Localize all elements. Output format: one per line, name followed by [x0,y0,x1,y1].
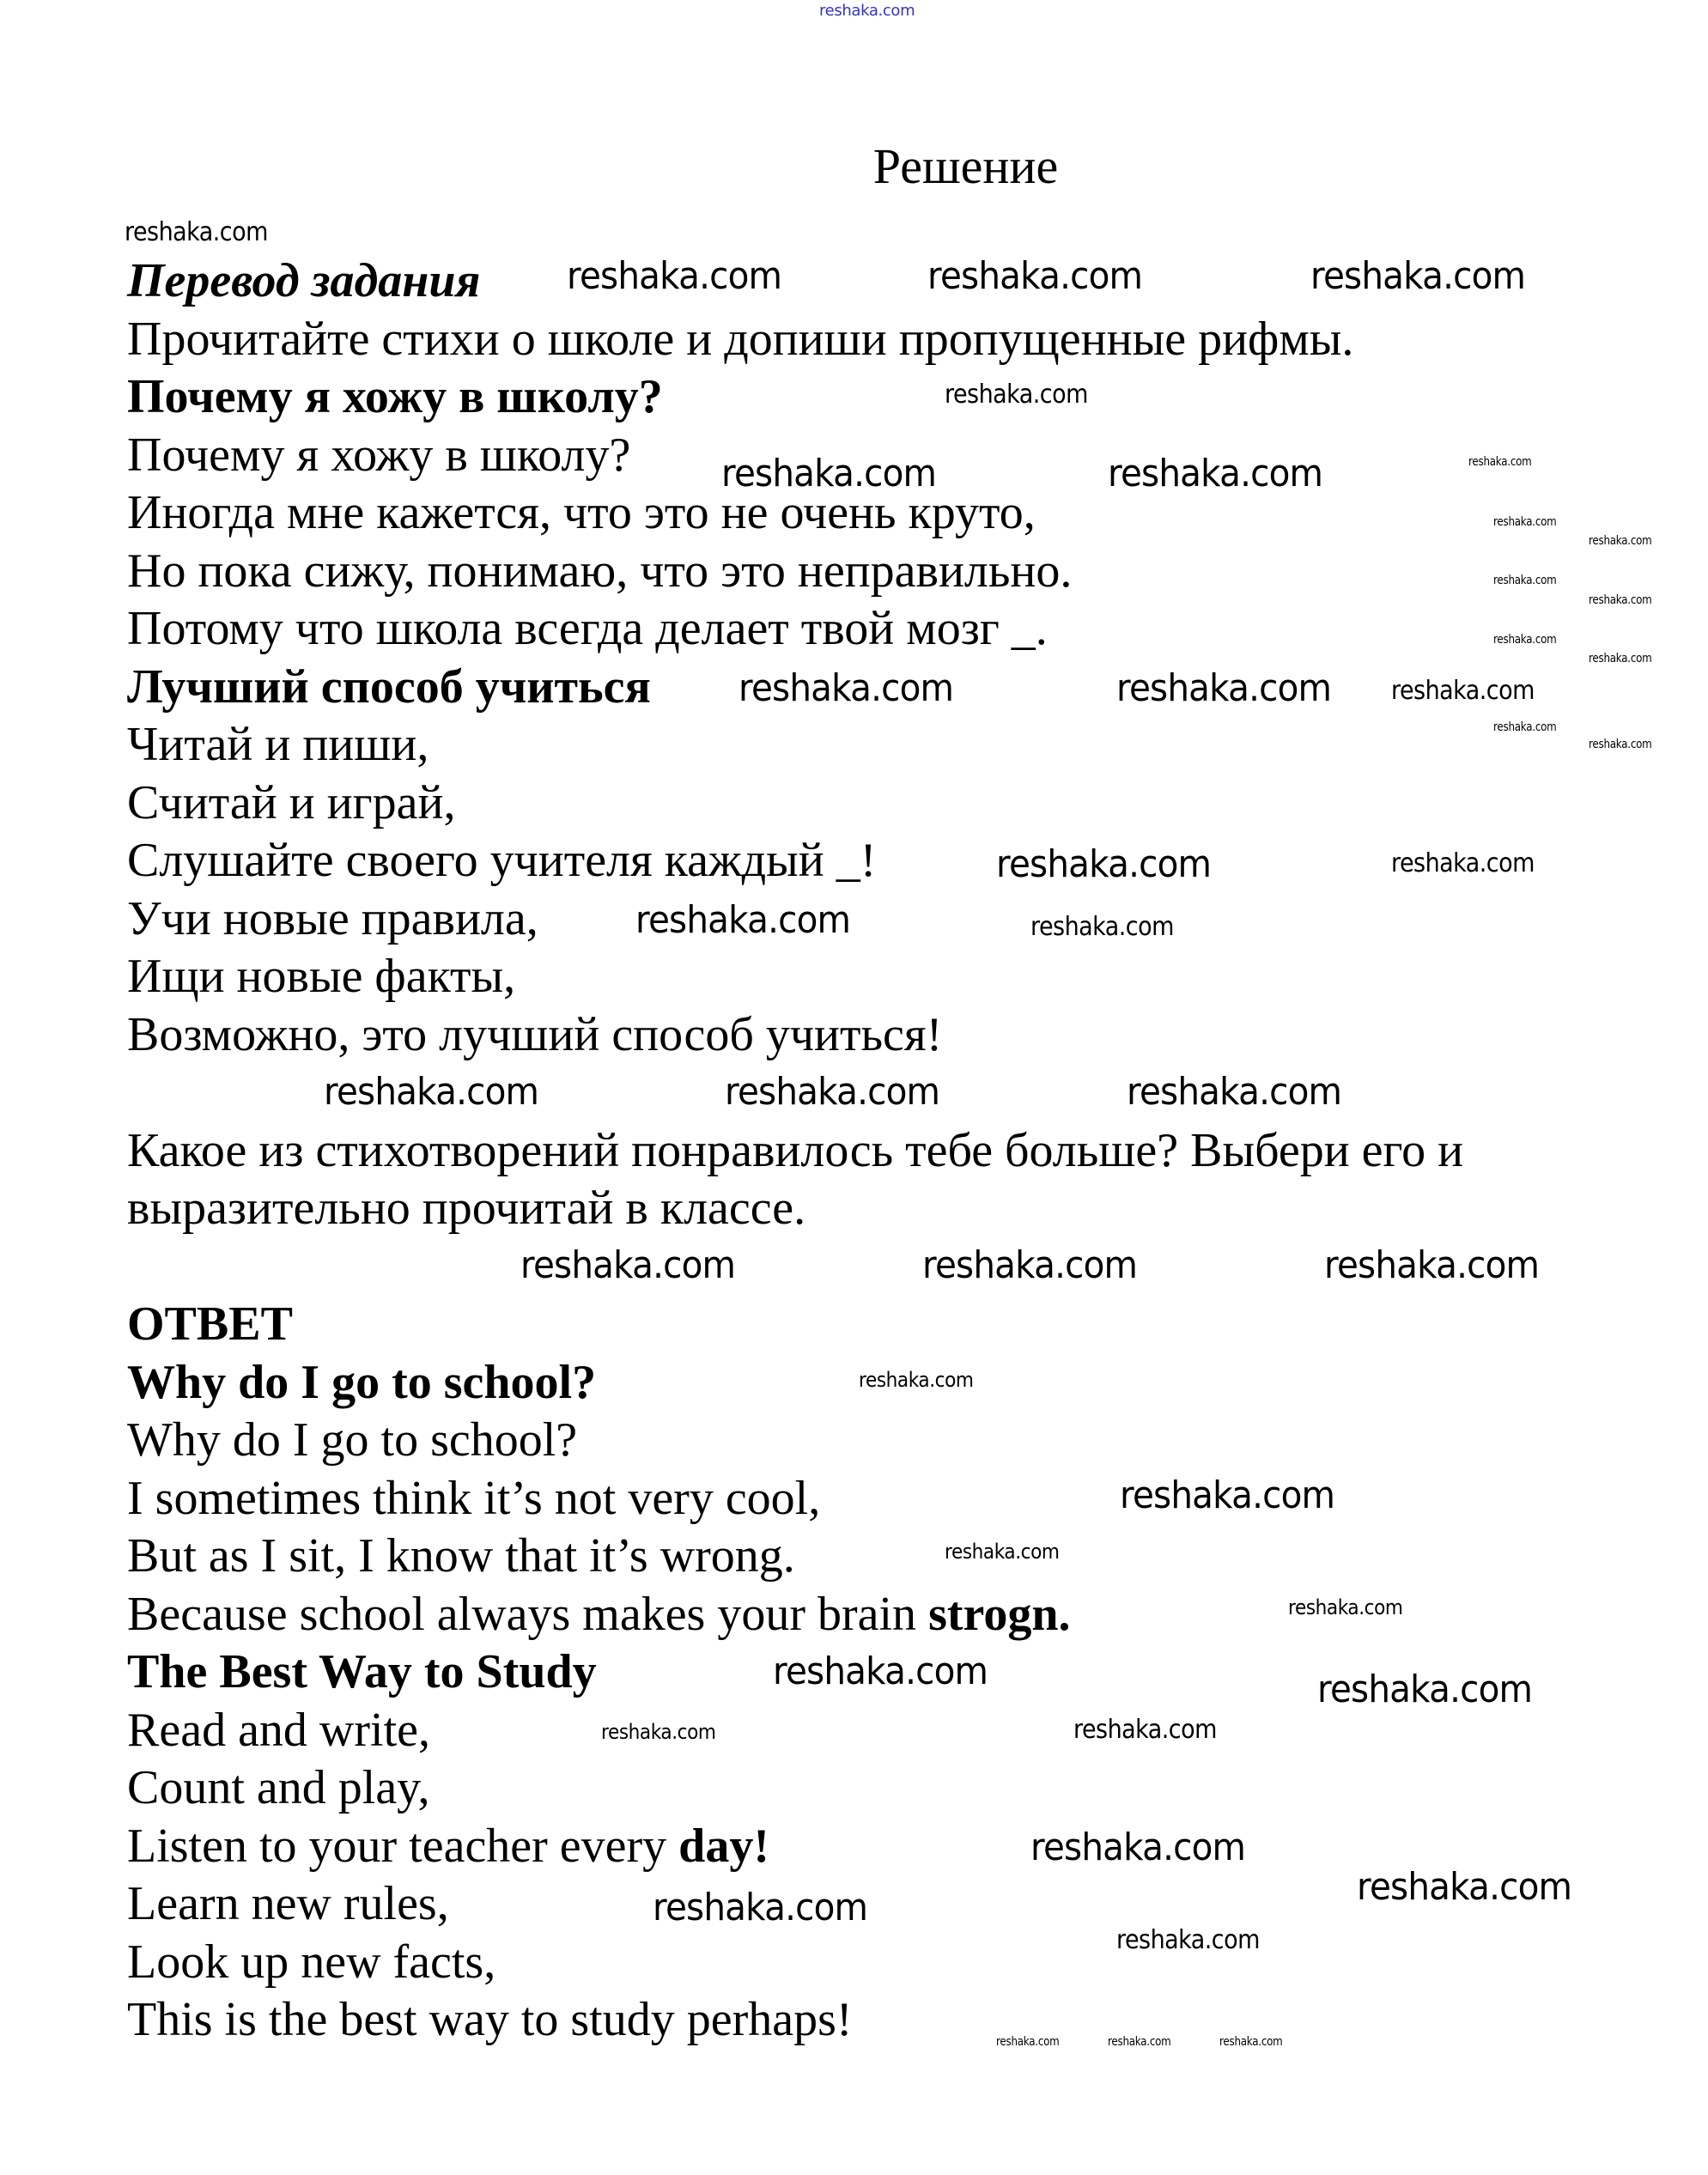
poem-line: But as I sit, I know that it’s wrong. [127,1529,795,1583]
watermark: reshaka.com [125,217,268,247]
watermark: reshaka.com [1116,1925,1260,1955]
watermark: reshaka.com [773,1649,988,1693]
watermark: reshaka.com [1219,2035,1283,2049]
poem-line: Учи новые правила, [127,891,538,945]
watermark: reshaka.com [1589,593,1652,607]
question-line: Какое из стихотворений понравилось тебе больше? Выбери его и [127,1123,1464,1177]
document-body [127,252,1604,2050]
poem-line: Почему я хожу в школу? [127,428,631,482]
answer-word: strogn. [928,1587,1071,1641]
poem-line: Возможно, это лучший способ учиться! [127,1007,943,1061]
watermark: reshaka.com [1120,1473,1335,1517]
poem-line: Ищи новые факты, [127,950,516,1003]
watermark: reshaka.com [1030,1826,1246,1869]
watermark: reshaka.com [1108,452,1323,495]
poem-line: Count and play, [127,1761,430,1814]
poem-line: This is the best way to study perhaps! [127,1993,853,2046]
poem-line: Look up new facts, [127,1935,496,1989]
poem-line: Считай и играй, [127,775,456,829]
watermark: reshaka.com [1493,574,1557,587]
poem1-title-ru: Почему я хожу в школу? [127,370,663,423]
watermark: reshaka.com [1391,848,1535,878]
watermark: reshaka.com [1288,1595,1403,1619]
watermark: reshaka.com [945,1540,1060,1564]
watermark: reshaka.com [1357,1865,1572,1909]
question-line: выразительно прочитай в классе. [127,1182,806,1235]
watermark: reshaka.com [1391,676,1535,706]
watermark: reshaka.com [653,1886,868,1929]
watermark: reshaka.com [927,254,1143,298]
watermark: reshaka.com [1317,1668,1533,1711]
watermark: reshaka.com [567,254,782,298]
task-instruction: Прочитайте стихи о школе и допиши пропущенные рифмы. [127,312,1354,366]
poem-line: Но пока сижу, понимаю, что это неправильно. [127,544,1073,598]
poem-line: Потому что школа всегда делает твой мозг _. [127,602,1048,655]
watermark: reshaka.com [635,898,851,942]
watermark: reshaka.com [520,1243,736,1287]
poem-line: I sometimes think it’s not very cool, [127,1471,821,1525]
watermark: reshaka.com [739,666,954,710]
watermark: reshaka.com [1073,1715,1217,1745]
watermark: reshaka.com [721,452,937,495]
poem-line: Слушайте своего учителя каждый _! [127,834,877,887]
answer-heading: ОТВЕТ [127,1297,293,1351]
watermark: reshaka.com [945,380,1088,410]
watermark: reshaka.com [725,1070,940,1114]
watermark: reshaka.com [324,1070,539,1114]
poem-line: Learn new rules, [127,1877,449,1930]
watermark: reshaka.com [922,1243,1138,1287]
watermark: reshaka.com [1108,2035,1171,2049]
poem1-title-en: Why do I go to school? [127,1355,597,1409]
watermark: reshaka.com [1127,1070,1342,1114]
watermark: reshaka.com [1493,633,1557,647]
line-text: Because school always makes your brain [127,1587,929,1641]
watermark: reshaka.com [1468,455,1532,469]
line-text: Listen to your teacher every [127,1819,679,1873]
watermark: reshaka.com [1589,652,1652,665]
page-title: Решение [872,138,1059,194]
poem-line: Why do I go to school? [127,1413,578,1467]
watermark: reshaka.com [1493,720,1557,734]
watermark[interactable]: reshaka.com [819,2,915,20]
watermark: reshaka.com [859,1368,974,1392]
poem-line: Читай и пиши, [127,718,429,771]
poem-line: Иногда мне кажется, что это не очень круто, [127,486,1036,539]
watermark: reshaka.com [996,842,1212,886]
watermark: reshaka.com [1310,254,1526,298]
watermark: reshaka.com [1493,515,1557,529]
poem-line: Read and write, [127,1703,430,1757]
watermark: reshaka.com [996,2035,1060,2049]
poem2-title-en: The Best Way to Study [127,1645,597,1698]
watermark: reshaka.com [1589,534,1652,548]
watermark: reshaka.com [1324,1243,1540,1287]
watermark: reshaka.com [1589,738,1652,751]
task-heading: Перевод задания [127,254,481,307]
poem2-title-ru: Лучший способ учиться [127,659,651,714]
watermark: reshaka.com [601,1720,716,1744]
answer-word: day! [678,1819,769,1873]
watermark: reshaka.com [1030,912,1174,942]
watermark: reshaka.com [1116,666,1332,710]
